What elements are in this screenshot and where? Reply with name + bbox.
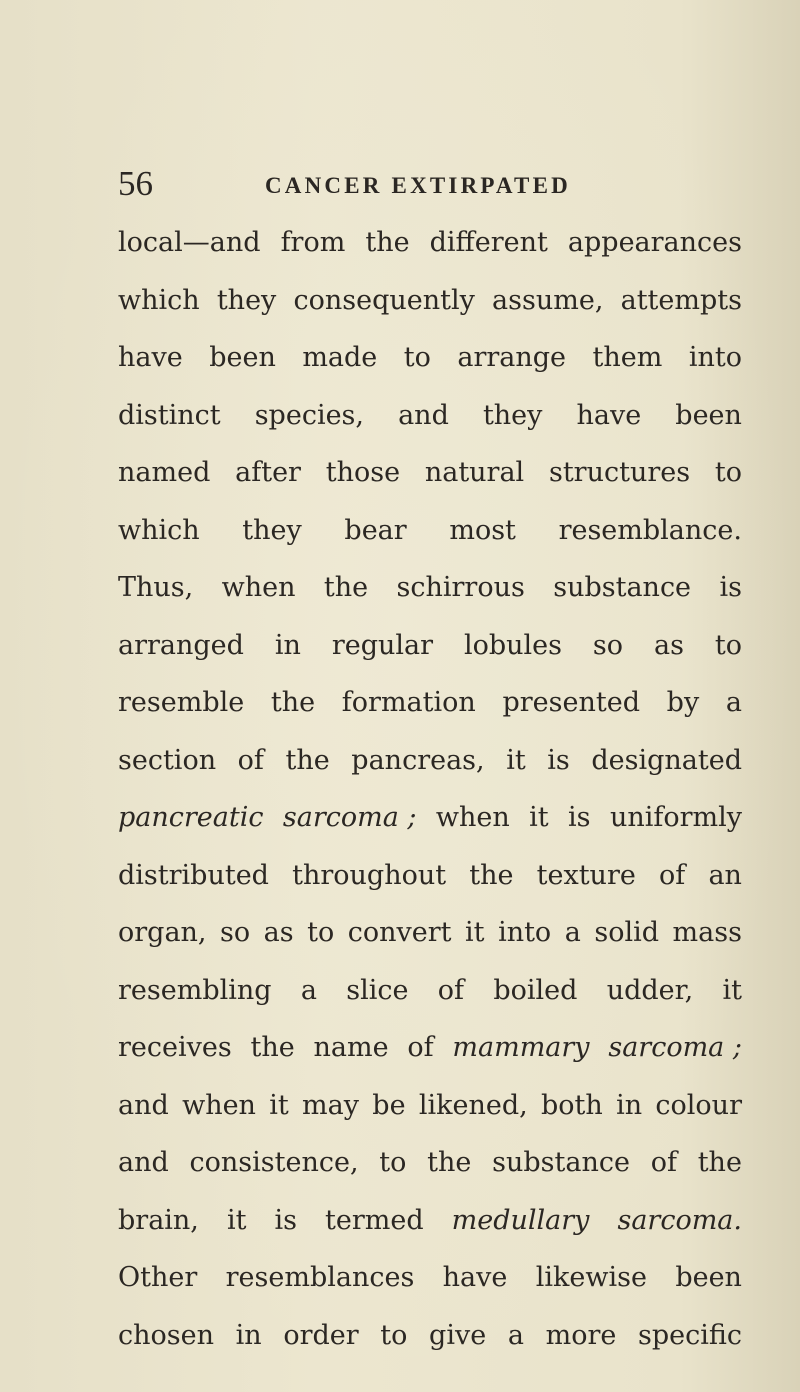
word: the <box>270 687 316 718</box>
word: into <box>498 917 552 948</box>
word: and <box>398 399 449 431</box>
word: structures <box>548 457 691 488</box>
text-line <box>118 272 742 330</box>
word: they <box>216 284 277 316</box>
word: as <box>653 629 684 661</box>
running-head: CANCER EXTIRPATED <box>265 173 571 198</box>
word: Thus, <box>118 572 194 603</box>
text-line <box>118 962 742 1020</box>
word: formation <box>341 687 476 718</box>
italic-word: medullary <box>451 1204 590 1236</box>
word: to <box>403 342 431 373</box>
word: it <box>269 1089 289 1121</box>
word: they <box>482 399 543 431</box>
word: schirrous <box>396 572 525 603</box>
word: a <box>564 917 581 948</box>
word: likewise <box>535 1262 647 1293</box>
word: which <box>118 284 200 316</box>
word: when <box>182 1089 256 1121</box>
word: they <box>242 514 302 546</box>
word: a <box>300 974 317 1006</box>
word: of <box>659 859 686 891</box>
word: pancreas, <box>351 744 485 776</box>
word: appearances <box>567 227 742 258</box>
word: designated <box>591 744 742 776</box>
word: substance <box>492 1147 630 1178</box>
text-line <box>118 329 742 387</box>
word: a <box>507 1319 524 1351</box>
word: arranged <box>118 629 244 661</box>
word: organ, <box>118 917 207 948</box>
word: likened, <box>418 1089 528 1121</box>
word: the <box>469 859 514 891</box>
word: to <box>379 1147 407 1178</box>
word: brain, <box>118 1204 199 1236</box>
text-line <box>118 1134 742 1192</box>
word: most <box>449 514 516 546</box>
word: more <box>545 1319 617 1351</box>
italic-word: mammary <box>452 1032 590 1063</box>
word: is <box>719 572 742 603</box>
word: to <box>380 1319 408 1351</box>
word: from <box>280 227 346 258</box>
word: of <box>407 1032 434 1063</box>
word: which <box>118 514 200 546</box>
word: when <box>221 572 296 603</box>
text-line <box>118 789 742 847</box>
italic-word: sarcoma. <box>617 1204 742 1236</box>
text-line <box>118 444 742 502</box>
word: is <box>274 1204 297 1236</box>
word: texture <box>536 859 636 891</box>
word: and <box>118 1147 169 1178</box>
word: substance <box>553 572 692 603</box>
word: local—and <box>118 227 261 258</box>
word: so <box>592 629 624 661</box>
page-number: 56 <box>118 164 153 203</box>
italic-word: sarcoma ; <box>282 802 417 833</box>
word: it <box>722 974 742 1006</box>
word: natural <box>424 457 525 488</box>
word: it <box>465 917 485 948</box>
italic-word: sarcoma ; <box>608 1032 742 1063</box>
word: order <box>283 1319 359 1351</box>
word: Other <box>118 1262 198 1293</box>
word: been <box>209 342 276 373</box>
word: slice <box>346 974 409 1006</box>
word: been <box>675 1262 742 1293</box>
word: so <box>220 917 251 948</box>
word: regular <box>331 629 434 661</box>
word: convert <box>347 917 452 948</box>
word: named <box>118 457 211 488</box>
italic-word: pancreatic <box>118 802 264 833</box>
word: resemblance. <box>558 514 742 546</box>
word: resemblances <box>225 1262 415 1293</box>
text-line <box>118 617 742 675</box>
text-line <box>118 674 742 732</box>
word: receives <box>118 1032 232 1063</box>
word: an <box>708 859 742 891</box>
word: presented <box>502 687 640 718</box>
word: throughout <box>292 859 447 891</box>
word: species, <box>254 399 364 431</box>
word: made <box>302 342 378 373</box>
word: of <box>437 974 465 1006</box>
text-line <box>118 214 742 272</box>
word: bear <box>344 514 407 546</box>
text-line <box>118 387 742 445</box>
word: distributed <box>118 859 269 891</box>
word: the <box>323 572 369 603</box>
word: different <box>429 227 548 258</box>
text-line <box>118 559 742 617</box>
word: the <box>365 227 410 258</box>
word: name <box>313 1032 389 1063</box>
word: a <box>725 687 742 718</box>
word: have <box>442 1262 508 1293</box>
word: specific <box>637 1319 742 1351</box>
word: in <box>274 629 301 661</box>
word: the <box>250 1032 295 1063</box>
word: it <box>506 744 526 776</box>
word: mass <box>672 917 742 948</box>
word: assume, <box>492 284 604 316</box>
text-line <box>118 1307 742 1365</box>
word: into <box>688 342 742 373</box>
word: boiled <box>493 974 578 1006</box>
word: and <box>118 1089 169 1121</box>
word: them <box>592 342 663 373</box>
word: the <box>285 744 330 776</box>
word: solid <box>594 917 660 948</box>
word: consistence, <box>189 1147 359 1178</box>
word: be <box>372 1089 406 1121</box>
word: both <box>541 1089 603 1121</box>
word: the <box>427 1147 472 1178</box>
word: after <box>235 457 301 488</box>
word: to <box>714 457 742 488</box>
word: udder, <box>606 974 694 1006</box>
word: by <box>666 687 700 718</box>
page-header <box>118 160 758 208</box>
word: attempts <box>620 284 742 316</box>
word: is <box>568 802 591 833</box>
word: of <box>237 744 264 776</box>
text-line <box>118 847 742 905</box>
text-line <box>118 1192 742 1250</box>
word: chosen <box>118 1319 214 1351</box>
word: lobules <box>463 629 562 661</box>
word: is <box>547 744 570 776</box>
word: resembling <box>118 974 272 1006</box>
word: the <box>697 1147 742 1178</box>
word: been <box>675 399 742 431</box>
word: of <box>650 1147 677 1178</box>
word: when <box>435 802 510 833</box>
word: have <box>118 342 183 373</box>
word: it <box>226 1204 247 1236</box>
text-line <box>118 904 742 962</box>
text-line <box>118 1077 742 1135</box>
word: resemble <box>118 687 245 718</box>
body-text <box>118 214 742 1364</box>
word: to <box>714 629 742 661</box>
text-line <box>118 1019 742 1077</box>
word: consequently <box>293 284 475 316</box>
word: those <box>325 457 401 488</box>
word: may <box>302 1089 359 1121</box>
word: distinct <box>118 399 221 431</box>
word: in <box>616 1089 643 1121</box>
word: section <box>118 744 217 776</box>
word: in <box>235 1319 262 1351</box>
word: it <box>529 802 549 833</box>
word: colour <box>655 1089 742 1121</box>
word: termed <box>325 1204 424 1236</box>
text-line <box>118 502 742 560</box>
word: give <box>429 1319 487 1351</box>
word: as <box>263 917 294 948</box>
text-line <box>118 732 742 790</box>
word: arrange <box>457 342 567 373</box>
word: uniformly <box>609 802 742 833</box>
text-line <box>118 1249 742 1307</box>
word: to <box>307 917 335 948</box>
word: have <box>576 399 642 431</box>
